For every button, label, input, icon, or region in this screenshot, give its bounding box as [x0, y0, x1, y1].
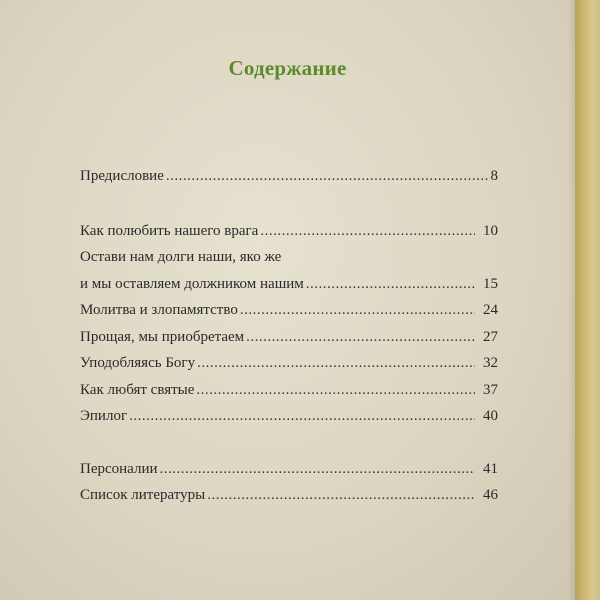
toc-entry-label: Как любят святые	[80, 381, 195, 398]
toc-entry-label: Эпилог	[80, 408, 128, 424]
dot-leader	[166, 163, 490, 190]
toc-entry-prayer	[80, 297, 498, 324]
toc-page-number: 32	[483, 355, 498, 371]
dot-leader	[246, 324, 475, 351]
dot-leader	[160, 456, 475, 483]
toc-entry-saints	[80, 377, 498, 404]
toc-page-number: 41	[483, 460, 498, 477]
dot-leader	[260, 218, 475, 245]
section-spacer	[80, 430, 498, 456]
toc-entry-label: и мы оставляем должником нашим	[80, 275, 304, 292]
dot-leader	[197, 350, 475, 377]
toc-page-number: 40	[483, 408, 498, 424]
table-of-contents	[80, 163, 498, 509]
toc-entry-forgive	[80, 271, 498, 298]
book-cover-edge	[575, 0, 600, 600]
dot-leader	[240, 297, 475, 324]
dot-leader	[306, 271, 475, 298]
toc-entry-preface	[80, 163, 498, 190]
toc-entry-label: Молитва и злопамятство	[80, 302, 238, 318]
toc-entry-label: Прощая, мы приобретаем	[80, 328, 245, 345]
dot-leader	[129, 403, 475, 430]
toc-entry-forgiving	[80, 324, 498, 351]
toc-page-number: 46	[483, 487, 498, 503]
toc-entry-like-god	[80, 350, 498, 377]
toc-entry-label: Предисловие	[80, 168, 164, 184]
toc-entry-label: Список литературы	[80, 487, 206, 503]
toc-entry-label: Персоналии	[80, 460, 158, 477]
dot-leader	[207, 482, 475, 509]
toc-page-number: 15	[483, 275, 498, 292]
toc-page-number: 37	[483, 381, 498, 398]
toc-page-number: 8	[490, 168, 498, 184]
toc-entry-label: Уподобляясь Богу	[80, 355, 196, 371]
dot-leader	[196, 377, 475, 404]
toc-entry-forgive-line1: Остави нам долги наши, яко же	[80, 249, 282, 265]
toc-entry-persons	[80, 456, 498, 483]
section-spacer	[80, 190, 498, 218]
toc-page-number: 27	[483, 328, 498, 345]
page-title: Содержание	[228, 56, 347, 80]
toc-page-number: 24	[483, 302, 498, 318]
toc-entry-love-enemy	[80, 218, 498, 245]
toc-entry-epilogue	[80, 403, 498, 430]
toc-entry-label: Как полюбить нашего врага	[80, 222, 259, 239]
toc-page-number: 10	[483, 222, 498, 239]
toc-entry-literature	[80, 482, 498, 509]
